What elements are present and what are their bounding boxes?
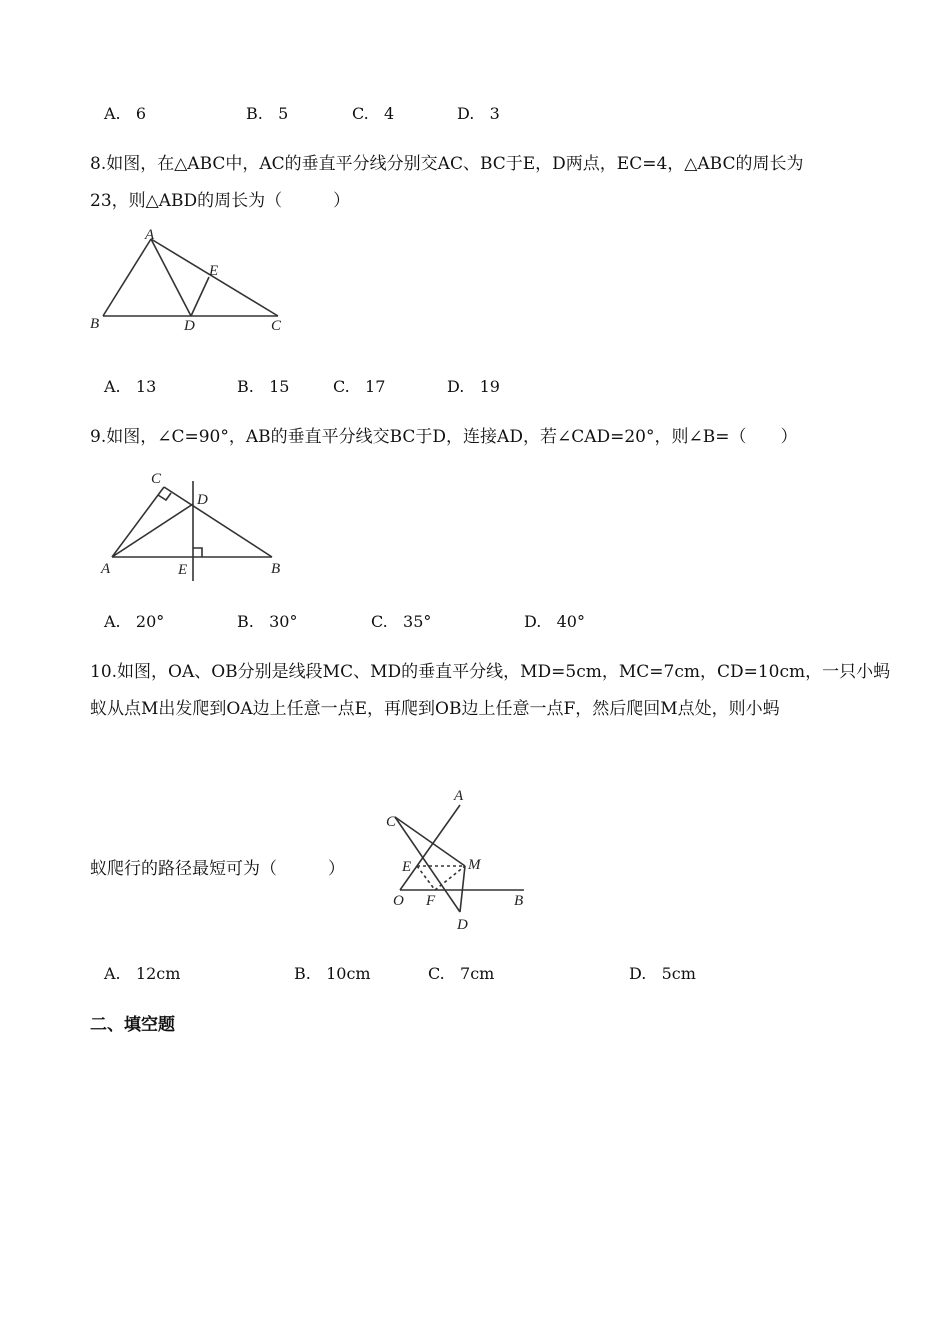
q9-label-e: E — [178, 562, 188, 578]
q10-option-b: B. 10cm — [294, 964, 371, 983]
q10-label-c: C — [386, 814, 397, 830]
q7-option-b: B. 5 — [246, 104, 289, 123]
q10-option-d: D. 5cm — [629, 964, 696, 983]
q9-label-c: C — [151, 471, 162, 487]
q10-label-b: B — [514, 893, 524, 909]
q8-option-a: A. 13 — [104, 377, 157, 396]
q8-option-b: B. 15 — [237, 377, 290, 396]
q8-label-e: E — [209, 263, 219, 279]
q8-figure — [85, 222, 295, 337]
q7-option-c: C. 4 — [352, 104, 395, 123]
q8-label-b: B — [90, 316, 100, 332]
q10-label-d: D — [457, 917, 468, 933]
q9-figure — [95, 463, 295, 588]
q10-segment-md — [460, 866, 465, 912]
q9-option-c: C. 35° — [371, 612, 432, 631]
q8-label-c: C — [271, 318, 282, 334]
q8-stem-line2: 23，则△ABD的周长为（ ） — [90, 191, 351, 211]
q7-option-a: A. 6 — [104, 104, 147, 123]
q10-stem-line2: 蚁从点M出发爬到OA边上任意一点E，再爬到OB边上任意一点F，然后爬回M点处，则小蚂 — [90, 699, 780, 719]
q9-right-angle-e — [193, 548, 202, 557]
q10-dashed-ef — [417, 866, 435, 890]
q9-option-d: D. 40° — [524, 612, 585, 631]
q10-label-o: O — [393, 893, 404, 909]
q8-segment-ab — [103, 239, 151, 316]
q8-option-c: C. 17 — [333, 377, 386, 396]
q9-option-a: A. 20° — [104, 612, 165, 631]
q10-option-a: A. 12cm — [104, 964, 181, 983]
q10-label-e: E — [402, 859, 412, 875]
q10-label-f: F — [426, 893, 436, 909]
q10-label-m: M — [468, 857, 481, 873]
q9-label-a: A — [101, 561, 111, 577]
q9-segment-ac — [112, 487, 164, 557]
q9-label-d: D — [197, 492, 208, 508]
q9-right-angle-c — [158, 493, 171, 500]
q9-segment-ad — [112, 504, 193, 557]
q10-stem-line3: 蚁爬行的路径最短可为（ ） — [90, 859, 345, 879]
section-title: 二、填空题 — [90, 1015, 175, 1035]
q9-stem-line1: 9.如图，∠C=90°，AB的垂直平分线交BC于D，连接AD，若∠CAD=20°，则∠B=（ ） — [90, 427, 798, 447]
q8-label-a: A — [145, 227, 155, 243]
q10-stem-line1: 10.如图，OA、OB分别是线段MC、MD的垂直平分线，MD=5cm，MC=7cm，CD=10cm，一只小蚂 — [90, 662, 891, 682]
q9-label-b: B — [271, 561, 281, 577]
q8-option-d: D. 19 — [447, 377, 500, 396]
q8-segment-de — [191, 277, 209, 316]
q10-figure — [380, 782, 540, 937]
q9-segment-cb — [164, 487, 272, 557]
q8-label-d: D — [184, 318, 195, 334]
q10-option-c: C. 7cm — [428, 964, 495, 983]
q8-stem-line1: 8.如图，在△ABC中，AC的垂直平分线分别交AC、BC于E，D两点，EC=4，△ABC的周长为 — [90, 154, 804, 174]
q10-dashed-fm — [435, 866, 465, 890]
q10-label-a: A — [454, 788, 464, 804]
q7-option-d: D. 3 — [457, 104, 500, 123]
q9-option-b: B. 30° — [237, 612, 298, 631]
